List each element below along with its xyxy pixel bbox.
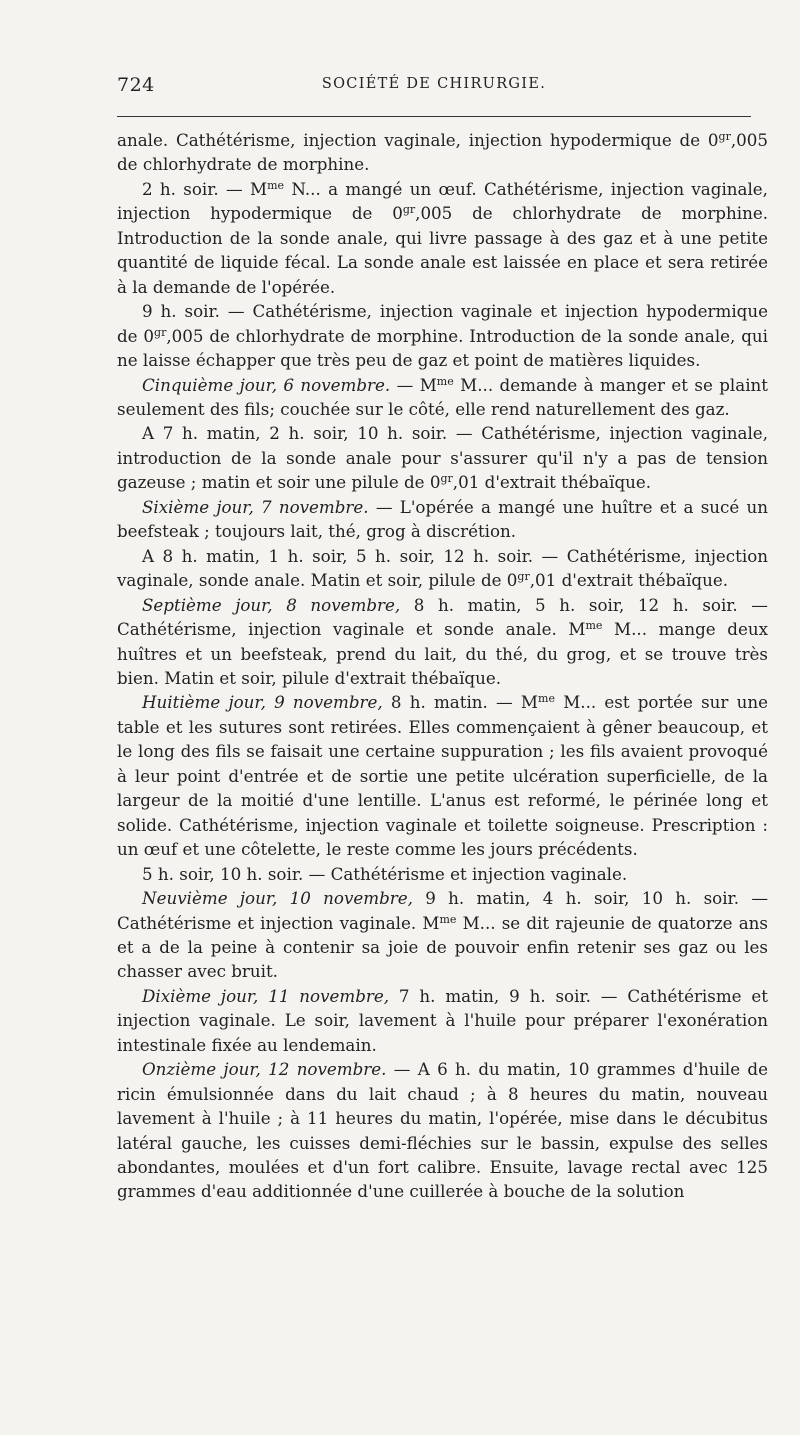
- paragraph-4: Cinquième jour, 6 novembre. — $M^{me}$ M... demande à manger et se plaint seulement des fils; couchée sur le côté, elle rend naturellement des gaz.: [117, 374, 768, 419]
- paragraph-8: Septième jour, 8 novembre, 8 h. matin, 5 h. soir, 12 h. soir. — Cathétérisme, injection vaginale et sonde anale. $M^{me}$ M... mange deux huîtres et un beefsteak, prend du lait, du thé, du grog, et se trouve très bien. Matin et soir, pilule d'extrait thébaïque.: [117, 594, 768, 688]
- paragraph-1: anale. Cathétérisme, injection vaginale, injection hypodermique de $0^{gr},005$ de chlorhydrate de morphine.: [117, 130, 768, 175]
- paragraph-11: Neuvième jour, 10 novembre, 9 h. matin, 4 h. soir, 10 h. soir. — Cathétérisme et injection vaginale. $M^{me}$ M... se dit rajeunie de quatorze ans et a de la peine à contenir sa joie de pouvoir enfin retenir ses gaz ou les chasser avec bruit.: [117, 888, 769, 982]
- paragraph-2: 2 h. soir. — $M^{me}$ N... a mangé un œuf. Cathétérisme, injection vaginale, injection hypodermique de $0^{gr},005$ de chlorhydrate de morphine. Introduction de la sonde anale, qui livre passage à des gaz et à une petite quantité de liquide fécal. La sonde anale est laissée en place et sera retirée à la demande de l'opérée.: [117, 178, 769, 297]
- paragraph-6: Sixième jour, 7 novembre. — L'opérée a mangé une huître et a sucé un beefsteak ; toujours lait, thé, grog à discrétion.: [117, 496, 768, 542]
- paragraph-10: 5 h. soir, 10 h. soir. — Cathétérisme et injection vaginale.: [142, 863, 628, 884]
- running-title: SOCIÉTÉ DE CHIRURGIE.: [321, 76, 547, 92]
- paragraph-12: Dixième jour, 11 novembre, 7 h. matin, 9 h. soir. — Cathétérisme et injection vaginale. Le soir, lavement à l'huile pour préparer l'exonération intestinale fixée au lendemain.: [117, 985, 768, 1055]
- paragraph-7: A 8 h. matin, 1 h. soir, 5 h. soir, 12 h. soir. — Cathétérisme, injection vaginale, sonde anale. Matin et soir, pilule de $0^{gr},01$ d'extrait thébaïque.: [117, 545, 768, 591]
- paragraph-13: Onzième jour, 12 novembre. — A 6 h. du matin, 10 grammes d'huile de ricin émulsionnée dans du lait chaud ; à 8 heures du matin, nouveau lavement à l'huile ; à 11 heures du matin, l'opérée, mise dans le décubitus latéral gauche, les cuisses demi-fléchies sur le bassin, expulse des selles abondantes, moulées et d'un fort calibre. Ensuite, lavage rectal avec 125 grammes d'eau additionnée d'une cuillerée à bouche de la solution: [117, 1059, 768, 1202]
- paragraph-9: Huitième jour, 9 novembre, 8 h. matin. — $M^{me}$ M... est portée sur une table et les sutures sont retirées. Elles commençaient à gêner beaucoup, et le long des fils se faisait une certaine suppuration ; les fils avaient provoqué à leur point d'entrée et de sortie une petite ulcération superficielle, de la largeur de la moitié d'une lentille. L'anus est reformé, le périnée long et solide. Cathétérisme, injection vaginale et toilette soigneuse. Prescription : un œuf et une côtelette, le reste comme les jours précédents.: [117, 692, 768, 860]
- body-text: [117, 128, 768, 1204]
- paragraph-3: 9 h. soir. — Cathétérisme, injection vaginale et injection hypodermique de $0^{gr},005$ de chlorhydrate de morphine. Introduction de la sonde anale, qui ne laisse échapper que très peu de gaz et point de matières liquides.: [117, 301, 768, 371]
- page-number: 724: [117, 74, 155, 96]
- header-rule: [117, 116, 751, 117]
- page-header: [117, 74, 751, 98]
- paragraph-5: A 7 h. matin, 2 h. soir, 10 h. soir. — Cathétérisme, injection vaginale, introduction de la sonde anale pour s'assurer qu'il n'y a pas de tension gazeuse ; matin et soir une pilule de $0^{gr},01$ d'extrait thébaïque.: [117, 423, 768, 493]
